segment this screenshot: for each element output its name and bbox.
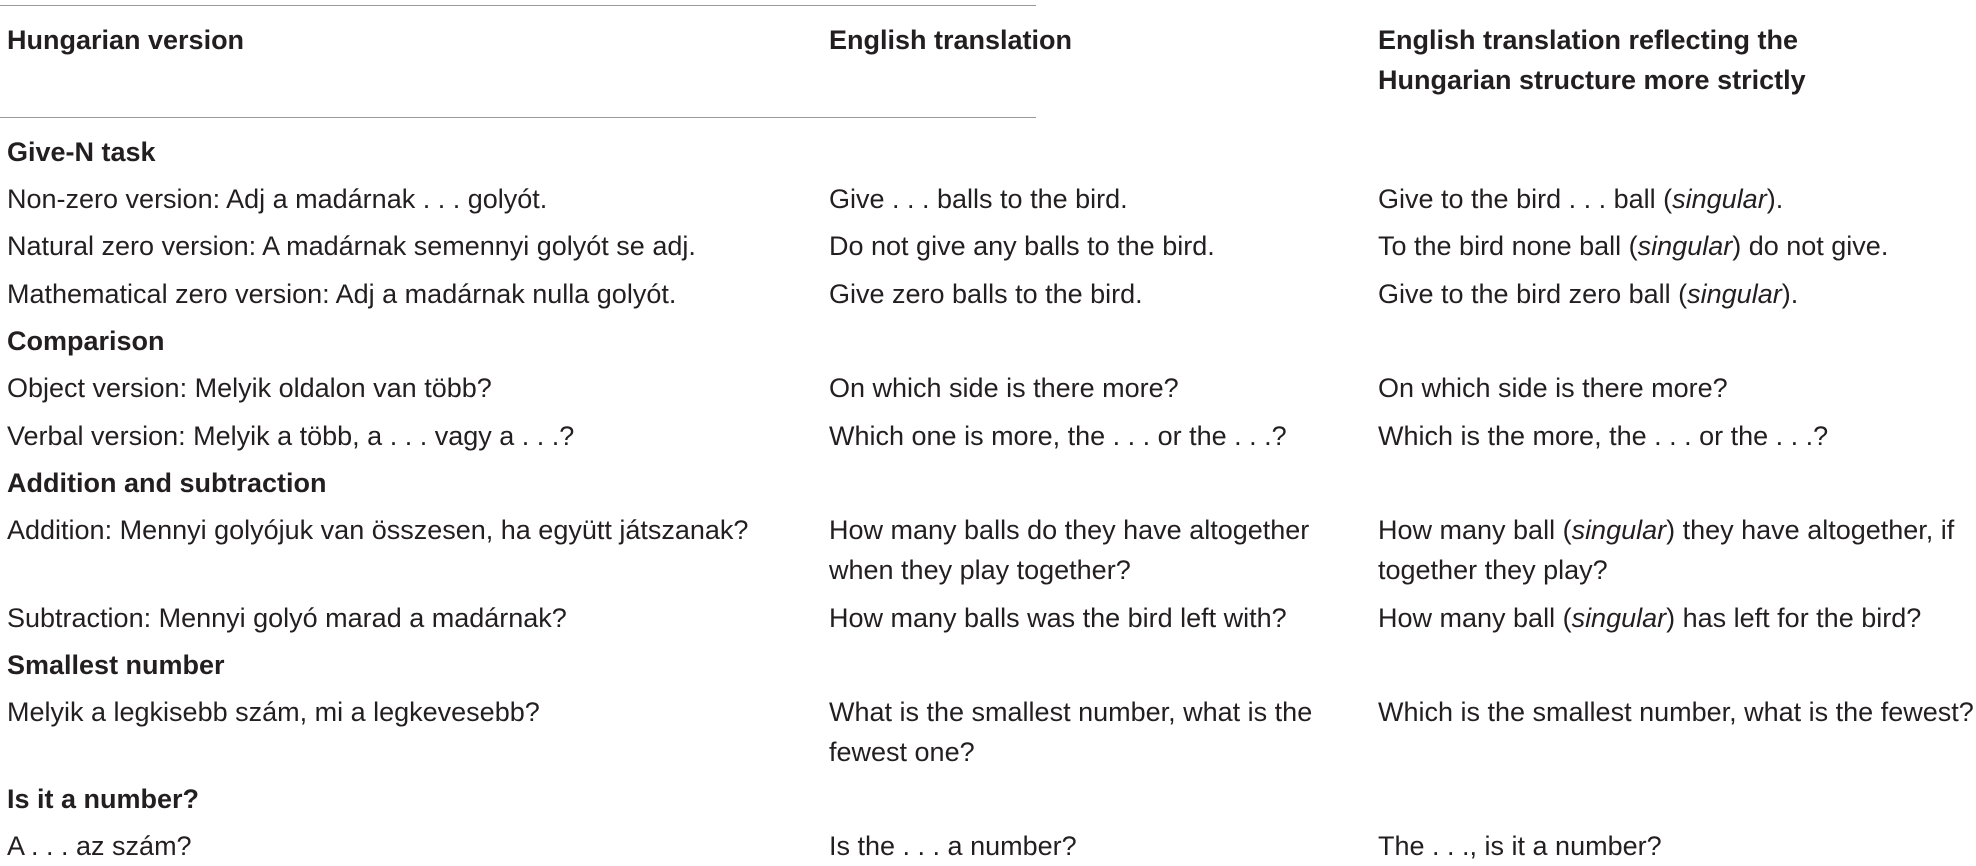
cell-hungarian: Object version: Melyik oldalon van több? bbox=[7, 373, 492, 403]
cell-hungarian: Subtraction: Mennyi golyó marad a madárnak? bbox=[7, 603, 567, 633]
cell-english: How many balls was the bird left with? bbox=[829, 603, 1287, 633]
cell-english: How many balls do they have altogether when they play together? bbox=[829, 515, 1310, 585]
cell-hungarian: Mathematical zero version: Adj a madárnak nulla golyót. bbox=[7, 279, 677, 309]
header-strict-translation: English translation reflecting the Hungarian structure more strictly bbox=[1378, 25, 1806, 95]
cell-hungarian: A . . . az szám? bbox=[7, 831, 192, 861]
cell-strict: Which is the more, the . . . or the . . .? bbox=[1378, 421, 1829, 451]
cell-strict: Give to the bird zero ball (singular). bbox=[1378, 279, 1799, 309]
cell-strict: On which side is there more? bbox=[1378, 373, 1728, 403]
cell-english: Is the . . . a number? bbox=[829, 831, 1077, 861]
section-title-give-n: Give-N task bbox=[7, 137, 156, 167]
cell-english: Give zero balls to the bird. bbox=[829, 279, 1143, 309]
cell-strict: How many ball (singular) has left for the bird? bbox=[1378, 603, 1922, 633]
cell-strict: The . . ., is it a number? bbox=[1378, 831, 1662, 861]
table-top-rule bbox=[0, 5, 1036, 6]
section-title-is-it-a-number: Is it a number? bbox=[7, 784, 200, 814]
cell-strict: How many ball (singular) they have altogether, if together they play? bbox=[1378, 515, 1955, 585]
header-hungarian-version: Hungarian version bbox=[7, 25, 245, 55]
cell-english: Which one is more, the . . . or the . . .? bbox=[829, 421, 1287, 451]
cell-english: Give . . . balls to the bird. bbox=[829, 184, 1128, 214]
cell-hungarian: Verbal version: Melyik a több, a . . . vagy a . . .? bbox=[7, 421, 575, 451]
cell-hungarian: Melyik a legkisebb szám, mi a legkevesebb? bbox=[7, 697, 540, 727]
cell-hungarian: Natural zero version: A madárnak semennyi golyót se adj. bbox=[7, 231, 696, 261]
cell-english: What is the smallest number, what is the fewest one? bbox=[829, 697, 1313, 767]
section-title-smallest-number: Smallest number bbox=[7, 650, 225, 680]
cell-strict: To the bird none ball (singular) do not give. bbox=[1378, 231, 1889, 261]
header-bottom-rule bbox=[0, 117, 1036, 118]
cell-hungarian: Non-zero version: Adj a madárnak . . . golyót. bbox=[7, 184, 548, 214]
header-english-translation: English translation bbox=[829, 25, 1073, 55]
cell-hungarian: Addition: Mennyi golyójuk van összesen, ha együtt játszanak? bbox=[7, 515, 749, 545]
cell-english: On which side is there more? bbox=[829, 373, 1179, 403]
cell-english: Do not give any balls to the bird. bbox=[829, 231, 1215, 261]
cell-strict: Which is the smallest number, what is the fewest? bbox=[1378, 697, 1974, 727]
section-title-comparison: Comparison bbox=[7, 326, 165, 356]
section-title-addition-subtraction: Addition and subtraction bbox=[7, 468, 327, 498]
cell-strict: Give to the bird . . . ball (singular). bbox=[1378, 184, 1784, 214]
